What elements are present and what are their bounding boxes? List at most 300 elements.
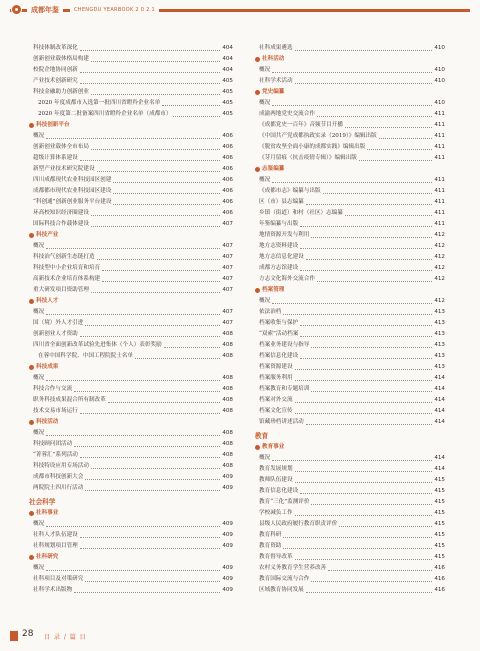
toc-entry-title: 重大研发项目资助管理 <box>33 287 89 293</box>
toc-entry <box>255 74 445 85</box>
toc-entry-title: 档案收集与保护 <box>259 320 299 326</box>
toc-entry-page: 413 <box>434 331 445 337</box>
toc-entry-title: 概况 <box>33 309 45 315</box>
dot-leader <box>328 570 432 571</box>
toc-entry-title: 教育 <box>255 432 269 440</box>
toc-entry-page: 407 <box>222 254 233 260</box>
toc-entry-title: 职务科技成果混合所有制改革 <box>33 397 106 403</box>
toc-entry-title: 科技活动 <box>36 419 59 425</box>
toc-entry-title: 产业技术创新研究 <box>33 78 78 84</box>
toc-section-heading <box>255 440 445 451</box>
page-header <box>0 0 480 22</box>
toc-entry-title: 校院企地协同创新 <box>33 67 78 73</box>
toc-entry <box>255 239 445 250</box>
toc-entry <box>255 495 445 506</box>
toc-entry <box>29 173 233 184</box>
toc-entry <box>29 583 233 594</box>
toc-entry <box>255 451 445 462</box>
toc-entry-title: 区（市）县志编纂 <box>259 199 304 205</box>
toc-entry <box>29 539 233 550</box>
dot-leader <box>80 336 221 337</box>
dot-leader <box>295 413 433 414</box>
toc-entry <box>255 96 445 107</box>
toc-entry-title: 档案信息化建设 <box>259 353 299 359</box>
dot-leader <box>283 548 432 549</box>
dot-leader <box>91 215 220 216</box>
header-subtitle: CHENGDU YEARBOOK 2 0 2 1 <box>70 4 159 16</box>
dot-leader <box>85 581 220 582</box>
toc-entry <box>255 173 445 184</box>
toc-entry-page: 406 <box>222 210 233 216</box>
dot-leader <box>80 413 221 414</box>
toc-entry-title: 地方志资料建设 <box>259 243 299 249</box>
toc-entry-page: 412 <box>434 232 445 238</box>
toc-entry-page: 406 <box>222 188 233 194</box>
dot-leader <box>162 105 220 106</box>
dot-leader <box>74 592 220 593</box>
toc-entry-page: 411 <box>434 221 445 227</box>
toc-entry-title: 创新创业人才资助 <box>33 331 78 337</box>
dot-leader <box>80 72 221 73</box>
toc-entry-page: 405 <box>222 111 233 117</box>
toc-entry-title: 四川省全面创新改革试验先进集体（个人）表彰奖励 <box>33 342 162 348</box>
toc-entry <box>29 448 233 459</box>
dot-leader <box>74 391 220 392</box>
dot-leader <box>113 204 220 205</box>
toc-entry-page: 409 <box>222 485 233 491</box>
toc-section-heading <box>29 360 233 371</box>
toc-entry-title: 社科事业 <box>36 510 59 516</box>
toc-section-heading <box>29 118 233 129</box>
dot-leader <box>295 369 433 370</box>
dot-leader <box>91 468 220 469</box>
dot-leader <box>85 479 220 480</box>
toc-entry-title: 成都都市现代农业科技园区建设 <box>33 188 112 194</box>
dot-leader <box>46 526 220 527</box>
toc-entry-page: 414 <box>434 397 445 403</box>
toc-entry-title: 概况 <box>259 177 271 183</box>
dot-leader <box>283 314 432 315</box>
toc-entry-title: 成渝两地党史交流合作 <box>259 111 315 117</box>
toc-entry-title: 教育事业 <box>262 444 285 450</box>
dot-leader <box>272 303 432 304</box>
toc-entry <box>29 96 233 107</box>
toc-entry-page: 411 <box>434 155 445 161</box>
toc-entry-page: 404 <box>222 45 233 51</box>
toc-entry-title: 两院院士四川行活动 <box>33 485 84 491</box>
section-bullet-icon <box>29 299 34 304</box>
toc-entry-page: 412 <box>434 298 445 304</box>
toc-entry-page: 412 <box>434 243 445 249</box>
toc-entry <box>29 217 233 228</box>
toc-entry-page: 404 <box>222 56 233 62</box>
dot-leader <box>345 215 432 216</box>
dot-leader <box>339 526 432 527</box>
toc-entry <box>255 250 445 261</box>
dot-leader <box>102 281 220 282</box>
dot-leader <box>300 493 432 494</box>
toc-entry-page: 413 <box>434 353 445 359</box>
toc-entry-title: 成都市科技创新大会 <box>33 474 84 480</box>
section-bullet-icon <box>255 90 260 95</box>
toc-entry <box>255 217 445 228</box>
dot-leader <box>345 127 432 128</box>
toc-entry <box>29 305 233 316</box>
footer-mark-icon <box>10 631 18 641</box>
toc-entry-title: 社科成果遴选 <box>259 45 293 51</box>
toc-entry-title: 概况 <box>259 298 271 304</box>
toc-entry-page: 410 <box>434 78 445 84</box>
toc-entry-title: 科技型中小企业培育和培育 <box>33 265 101 271</box>
dot-leader <box>295 482 433 483</box>
toc-entry-title: 教育“三化”监测评价 <box>259 499 310 505</box>
toc-entry-title: 创新创业载体格局构建 <box>33 56 89 62</box>
dot-leader <box>91 149 220 150</box>
toc-entry-title: 概况 <box>259 67 271 73</box>
toc-entry <box>255 261 445 272</box>
toc-entry-title: 社科学术活动 <box>259 78 293 84</box>
section-bullet-icon <box>29 365 34 370</box>
toc-entry <box>255 415 445 426</box>
toc-entry <box>255 316 445 327</box>
toc-entry <box>255 41 445 52</box>
dot-leader <box>85 490 220 491</box>
toc-entry-page: 406 <box>222 199 233 205</box>
toc-entry <box>29 338 233 349</box>
toc-entry <box>255 462 445 473</box>
toc-entry-title: 教育国际交流与合作 <box>259 576 310 582</box>
dot-leader <box>46 248 220 249</box>
toc-entry-page: 409 <box>222 474 233 480</box>
toc-column-right <box>255 41 445 594</box>
toc-entry-title: 社科项目及对策研究 <box>33 576 84 582</box>
section-bullet-icon <box>29 555 34 560</box>
toc-entry-title: 科技金融助力创新创业 <box>33 89 89 95</box>
dot-leader <box>46 570 220 571</box>
toc-entry <box>29 481 233 492</box>
toc-entry-title: 县级人民政府履行教育职责评价 <box>259 521 338 527</box>
toc-entry <box>255 561 445 572</box>
toc-entry <box>29 140 233 151</box>
toc-entry <box>29 41 233 52</box>
toc-entry-title: 创新创业载体全市布局 <box>33 144 89 150</box>
toc-entry-title: 《成都市志》编纂与出版 <box>259 188 321 194</box>
toc-entry-page: 409 <box>222 532 233 538</box>
toc-entry-page: 415 <box>434 543 445 549</box>
toc-entry-page: 405 <box>222 100 233 106</box>
dot-leader <box>272 460 432 461</box>
toc-entry-title: 教师队伍建设 <box>259 477 293 483</box>
toc-entry-page: 407 <box>222 221 233 227</box>
dot-leader <box>80 160 221 161</box>
dot-leader <box>113 182 220 183</box>
toc-entry <box>29 393 233 404</box>
toc-entry-page: 409 <box>222 543 233 549</box>
toc-entry-page: 412 <box>434 265 445 271</box>
toc-entry <box>255 404 445 415</box>
toc-entry-page: 414 <box>434 375 445 381</box>
toc-entry-page: 415 <box>434 510 445 516</box>
toc-entry-title: 国际科技合作载体建设 <box>33 221 89 227</box>
toc-entry <box>255 195 445 206</box>
toc-entry-title: 社会科学 <box>29 498 56 506</box>
toc-entry-title: 环高校知识经济圈建设 <box>33 210 89 216</box>
toc-entry <box>255 327 445 338</box>
toc-entry-title: 国（境）外人才引进 <box>33 320 84 326</box>
toc-entry-title: “双索”活动档案 <box>259 331 299 337</box>
toc-entry <box>255 107 445 118</box>
toc-entry <box>255 506 445 517</box>
header-emblem-icon <box>11 4 22 15</box>
toc-entry <box>255 206 445 217</box>
toc-entry-page: 407 <box>222 243 233 249</box>
toc-entry-page: 408 <box>222 408 233 414</box>
dot-leader <box>311 347 432 348</box>
toc-entry-page: 408 <box>222 386 233 392</box>
toc-section-heading <box>29 506 233 517</box>
toc-entry-page: 412 <box>434 254 445 260</box>
toc-entry <box>29 561 233 572</box>
toc-entry-title: 科技人才 <box>36 298 59 304</box>
toc-entry-title: 教育发展规划 <box>259 466 293 472</box>
dot-leader <box>85 325 220 326</box>
toc-entry-title: 乡镇（街道）和村（社区）志编纂 <box>259 210 343 216</box>
dot-leader <box>91 226 220 227</box>
toc-entry <box>255 63 445 74</box>
toc-entry <box>255 294 445 305</box>
dot-leader <box>102 270 220 271</box>
toc-entry-title: 超级计算体系建设 <box>33 155 78 161</box>
dot-leader <box>91 292 220 293</box>
toc-section-heading <box>29 550 233 561</box>
toc-entry-title: 科技产业 <box>36 232 59 238</box>
toc-entry-title: 2020 年度第二批备案四川省瞪羚企业名单（成都市） <box>38 111 172 117</box>
toc-entry-page: 407 <box>222 320 233 326</box>
toc-entry-page: 414 <box>434 386 445 392</box>
toc-entry-title: 方志文化海外交流合作 <box>259 276 315 282</box>
dot-leader <box>272 105 432 106</box>
toc-entry-title: 档案对外交流 <box>259 397 293 403</box>
toc-entry <box>29 74 233 85</box>
toc-entry-page: 410 <box>434 45 445 51</box>
toc-entry-page: 406 <box>222 177 233 183</box>
toc-entry <box>255 360 445 371</box>
toc-entry-page: 407 <box>222 287 233 293</box>
toc-section-heading <box>255 283 445 294</box>
toc-entry-title: 档案管理 <box>262 287 285 293</box>
toc-entry-page: 407 <box>222 276 233 282</box>
toc-entry-page: 408 <box>222 452 233 458</box>
toc-entry-title: 档案资源建设 <box>259 364 293 370</box>
toc-entry-title: 《中国共产党成都执政实录（2019）》编辑出版 <box>259 133 377 139</box>
dot-leader <box>91 61 220 62</box>
toc-entry-page: 410 <box>434 100 445 106</box>
toc-entry-page: 414 <box>434 419 445 425</box>
toc-entry <box>29 437 233 448</box>
toc-entry-page: 412 <box>434 276 445 282</box>
toc-entry-page: 415 <box>434 477 445 483</box>
dot-leader <box>306 424 433 425</box>
toc-entry-title: 教育信息化建设 <box>259 488 299 494</box>
toc-entry-title: 社科规划项目管理 <box>33 543 78 549</box>
dot-leader <box>46 138 220 139</box>
dot-leader <box>108 402 221 403</box>
dot-leader <box>295 83 433 84</box>
section-bullet-icon <box>255 57 260 62</box>
toc-entry-page: 415 <box>434 499 445 505</box>
toc-entry-title: 《芽月留痕（抗击疫情专辑）》编辑出版 <box>259 155 357 161</box>
toc-entry-page: 414 <box>434 466 445 472</box>
toc-entry-page: 411 <box>434 144 445 150</box>
toc-entry-title: 教育资助 <box>259 543 282 549</box>
toc-entry-page: 408 <box>222 331 233 337</box>
toc-entry <box>255 393 445 404</box>
dot-leader <box>283 537 432 538</box>
toc-entry <box>255 550 445 561</box>
toc-entry-page: 409 <box>222 587 233 593</box>
toc-entry-page: 406 <box>222 144 233 150</box>
dot-leader <box>311 581 432 582</box>
toc-entry-title: 学校减负工作 <box>259 510 293 516</box>
toc-entry <box>29 382 233 393</box>
toc-entry-page: 413 <box>434 309 445 315</box>
dot-leader <box>311 237 432 238</box>
toc-entry <box>255 382 445 393</box>
dot-leader <box>367 149 432 150</box>
toc-entry-page: 411 <box>434 177 445 183</box>
toc-entry <box>29 162 233 173</box>
toc-entry <box>29 206 233 217</box>
dot-leader <box>80 50 221 51</box>
toc-entry-title: 志鉴编纂 <box>262 166 285 172</box>
toc-entry-title: 科技合作与交流 <box>33 386 73 392</box>
toc-entry-page: 413 <box>434 342 445 348</box>
toc-entry-page: 415 <box>434 488 445 494</box>
toc-section-heading <box>29 294 233 305</box>
toc-entry-title: 概况 <box>33 375 45 381</box>
toc-entry-title: 《成都党史一百年》音频节目开播 <box>259 122 343 128</box>
toc-entry-page: 414 <box>434 455 445 461</box>
toc-entry-title: 四川成都现代农业科技园区创建 <box>33 177 112 183</box>
toc-entry-title: 概况 <box>33 521 45 527</box>
toc-entry <box>29 261 233 272</box>
toc-entry-page: 406 <box>222 155 233 161</box>
toc-entry-page: 411 <box>434 133 445 139</box>
toc-entry <box>29 327 233 338</box>
toc-entry <box>29 371 233 382</box>
dot-leader <box>300 336 432 337</box>
toc-entry-page: 409 <box>222 576 233 582</box>
toc-entry <box>255 517 445 528</box>
toc-entry-title: 地方志信息化建设 <box>259 254 304 260</box>
toc-entry-title: 社科活动 <box>262 56 285 62</box>
toc-entry-title: 科技顾问团活动 <box>33 441 73 447</box>
toc-entry-page: 409 <box>222 565 233 571</box>
toc-entry-title: 概况 <box>33 243 45 249</box>
toc-entry <box>29 572 233 583</box>
toc-entry <box>29 63 233 74</box>
toc-entry <box>29 459 233 470</box>
toc-entry-page: 408 <box>222 430 233 436</box>
toc-entry <box>255 484 445 495</box>
toc-entry <box>255 528 445 539</box>
toc-entry-title: 区域教育协同发展 <box>259 587 304 593</box>
toc-section-heading <box>255 52 445 63</box>
toc-entry-page: 415 <box>434 521 445 527</box>
dot-leader <box>46 435 220 436</box>
toc-entry <box>29 151 233 162</box>
dot-leader <box>97 171 221 172</box>
dot-leader <box>74 446 220 447</box>
toc-entry-title: 概况 <box>33 565 45 571</box>
toc-entry-page: 406 <box>222 133 233 139</box>
toc-entry <box>29 404 233 415</box>
toc-entry <box>255 129 445 140</box>
toc-entry-page: 405 <box>222 78 233 84</box>
toc-entry <box>29 85 233 96</box>
toc-entry <box>255 338 445 349</box>
toc-group-heading <box>29 492 233 506</box>
toc-entry-page: 408 <box>222 375 233 381</box>
dot-leader <box>80 537 221 538</box>
toc-entry <box>29 470 233 481</box>
toc-entry-page: 415 <box>434 554 445 560</box>
toc-entry <box>255 305 445 316</box>
dot-leader <box>272 182 432 183</box>
dot-leader <box>311 391 432 392</box>
toc-entry-title: 在蓉中国科学院、中国工程院院士名单 <box>38 353 134 359</box>
section-bullet-icon <box>255 167 260 172</box>
toc-entry-page: 413 <box>434 364 445 370</box>
toc-entry <box>255 228 445 239</box>
toc-entry-page: 410 <box>434 67 445 73</box>
dot-leader <box>97 259 221 260</box>
toc-entry-page: 407 <box>222 265 233 271</box>
toc-entry-title: 档案服务利用 <box>259 375 293 381</box>
toc-entry-page: 413 <box>434 320 445 326</box>
toc-entry-title: “菁蓉汇”系列活动 <box>33 452 78 458</box>
dot-leader <box>306 592 433 593</box>
toc-entry-title: “科创通”创新创业服务平台建设 <box>33 199 112 205</box>
toc-entry-page: 416 <box>434 565 445 571</box>
toc-column-left <box>29 41 233 594</box>
toc-entry <box>255 140 445 151</box>
dot-leader <box>359 160 432 161</box>
toc-entry <box>29 517 233 528</box>
toc-entry-page: 411 <box>434 188 445 194</box>
dot-leader <box>164 347 221 348</box>
toc-entry <box>255 473 445 484</box>
dot-leader <box>80 83 221 84</box>
toc-entry-page: 408 <box>222 353 233 359</box>
toc-entry-title: 科技治气创新生态链打造 <box>33 254 95 260</box>
toc-entry-title: 科技创新平台 <box>36 122 70 128</box>
toc-entry-title: 档案文化宣传 <box>259 408 293 414</box>
dot-leader <box>323 193 433 194</box>
toc-entry <box>255 118 445 129</box>
toc-entry-title: 地情资源开发与利用 <box>259 232 310 238</box>
dot-leader <box>379 138 433 139</box>
footer-label: 目 录 / 篇 目 <box>44 634 87 641</box>
dot-leader <box>46 314 220 315</box>
dot-leader <box>173 116 220 117</box>
toc-entry-title: 教育督导改革 <box>259 554 293 560</box>
toc-entry-page: 416 <box>434 587 445 593</box>
dot-leader <box>91 94 220 95</box>
toc-entry <box>29 349 233 360</box>
toc-entry-title: 科技特设应用专场活动 <box>33 463 89 469</box>
dot-leader <box>300 248 432 249</box>
